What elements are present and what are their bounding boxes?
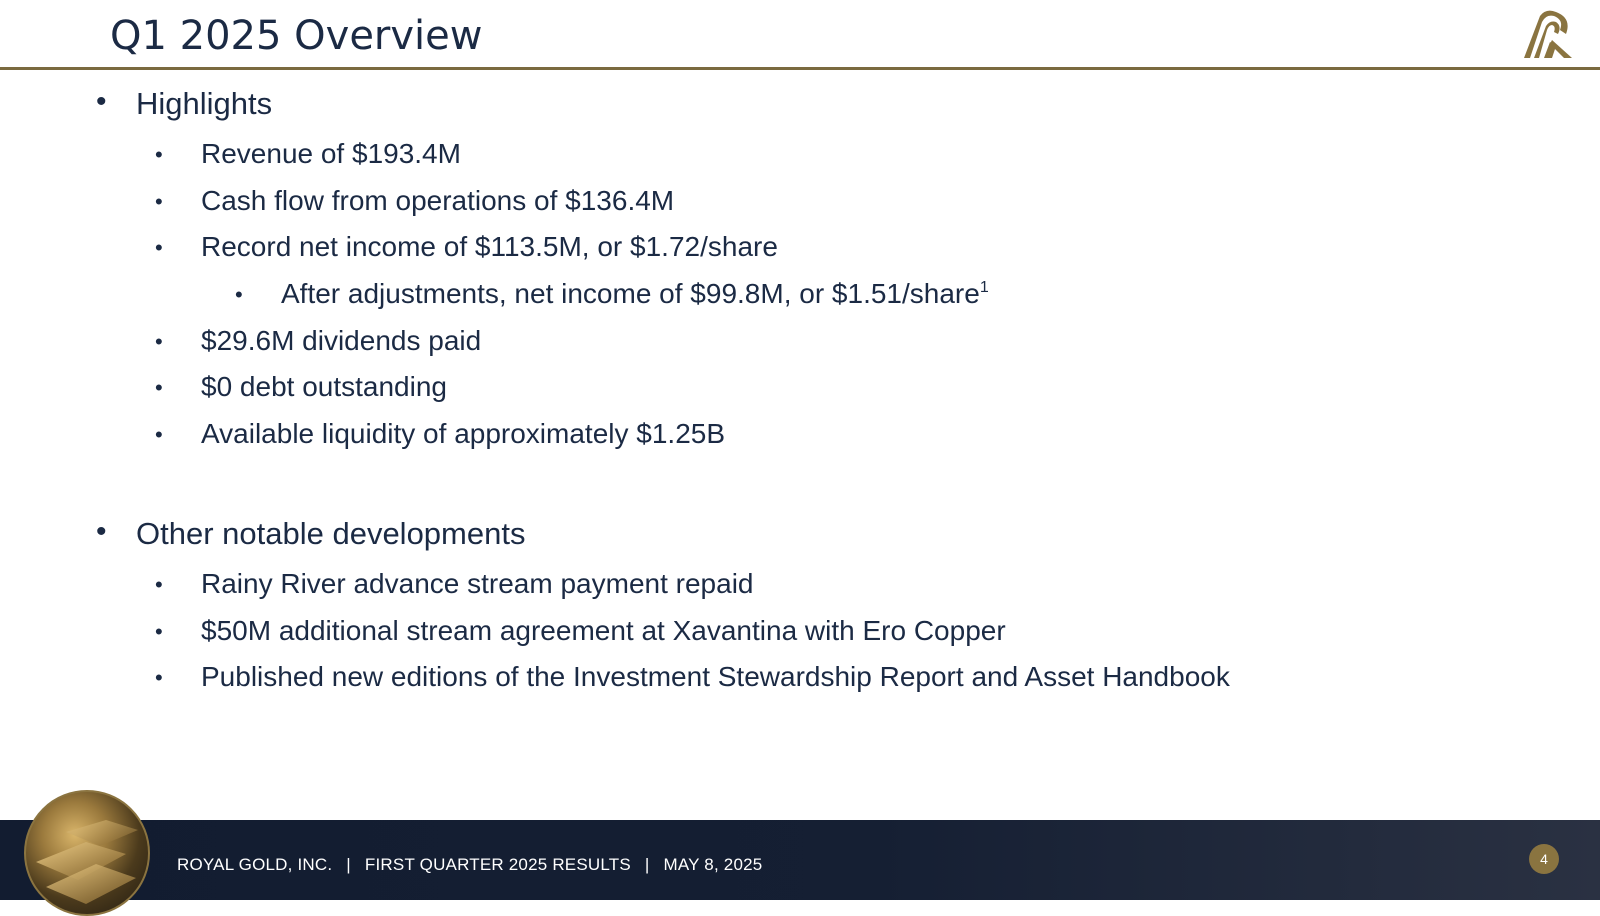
footer-company: ROYAL GOLD, INC. — [177, 855, 333, 874]
bullet-icon: • — [155, 329, 163, 354]
bullet-icon: • — [155, 619, 163, 644]
bullet-icon: • — [155, 375, 163, 400]
bullet-icon: • — [155, 235, 163, 260]
footer-date: MAY 8, 2025 — [663, 855, 763, 874]
bullet-icon: • — [155, 422, 163, 447]
royal-gold-logo-icon — [1522, 10, 1574, 60]
footer-report: FIRST QUARTER 2025 RESULTS — [364, 855, 631, 874]
footnote-marker: 1 — [979, 279, 989, 296]
bullet-icon: • — [155, 189, 163, 214]
title-divider — [0, 67, 1600, 70]
bullet-icon: • — [155, 142, 163, 167]
bullet-icon: • — [155, 572, 163, 597]
bullet-icon: • — [96, 85, 107, 118]
slide-title: Q1 2025 Overview — [110, 13, 483, 59]
bullet-icon: • — [96, 515, 107, 548]
gold-bars-photo — [24, 790, 150, 916]
bullet-icon: • — [155, 665, 163, 690]
bullet-icon: • — [235, 282, 243, 307]
footer-separator: | — [644, 855, 650, 874]
footer-text — [177, 855, 762, 875]
page-number-badge: 4 — [1529, 844, 1559, 874]
footer-separator: | — [346, 855, 351, 874]
